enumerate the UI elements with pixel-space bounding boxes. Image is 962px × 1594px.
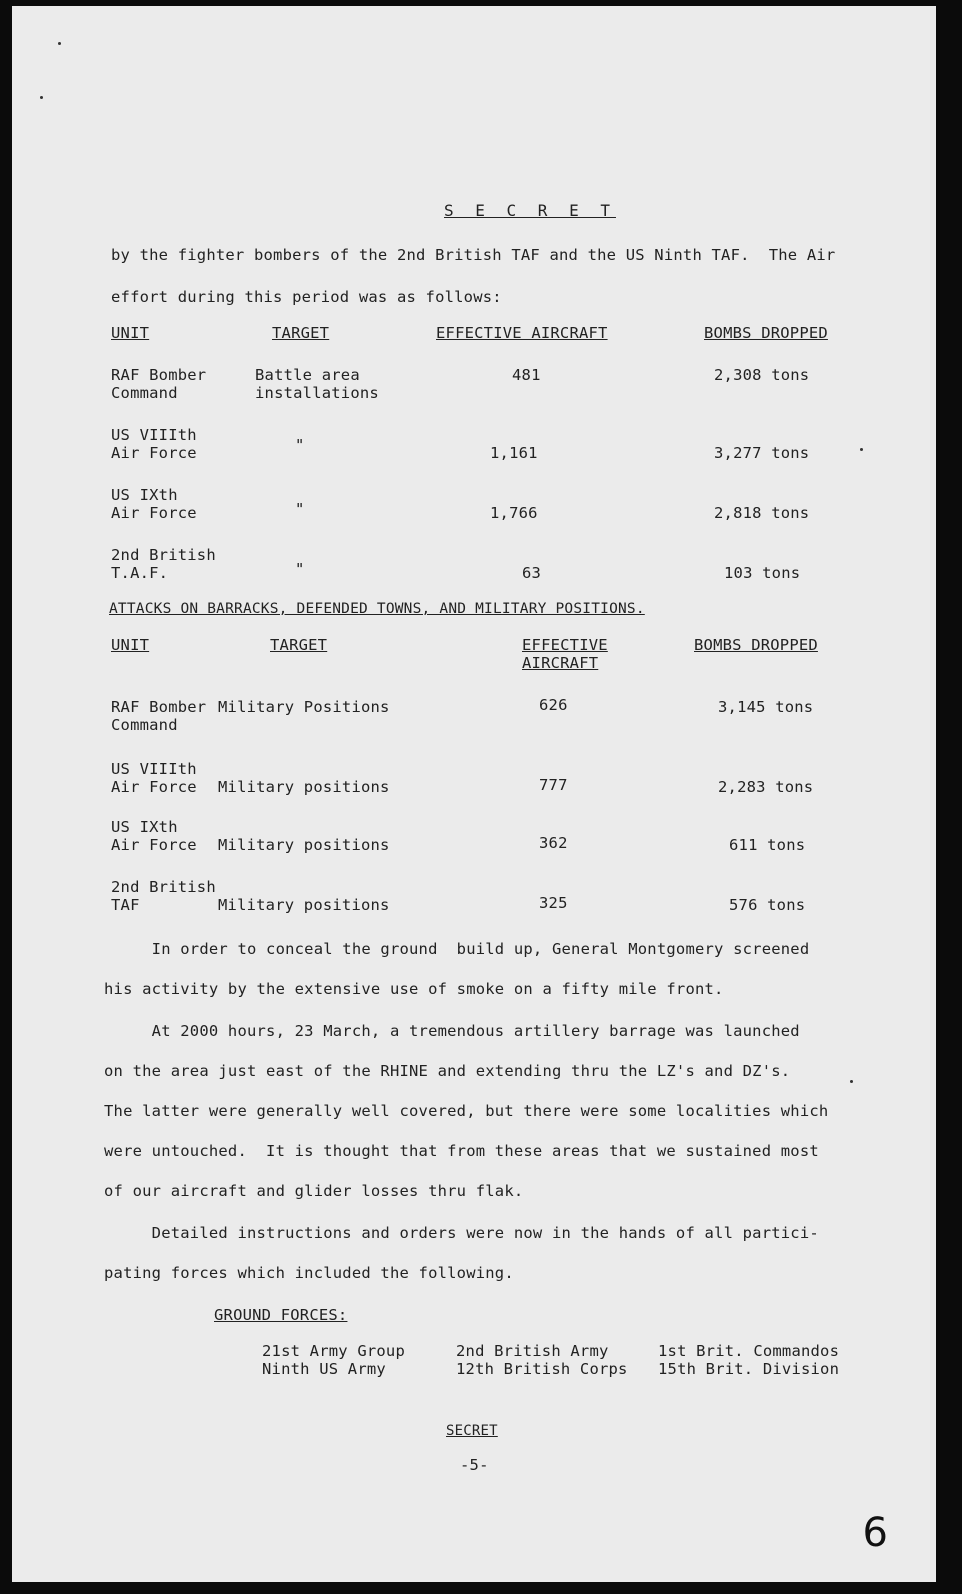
- table1-aircraft: 1,766: [490, 504, 538, 522]
- table2-aircraft: 626: [539, 696, 568, 714]
- paper-speck: [40, 96, 43, 99]
- table2-target: Military positions: [218, 896, 390, 914]
- paper-speck: [58, 42, 61, 45]
- table2-bombs: 576 tons: [729, 896, 806, 914]
- table2-unit-line2: Air Force: [111, 836, 197, 854]
- table2-header-unit: UNIT: [111, 636, 150, 654]
- table1-unit: US VIIIth: [111, 426, 197, 444]
- ground-force-item: 1st Brit. Commandos: [658, 1342, 840, 1360]
- classification-footer: SECRET: [446, 1423, 498, 1439]
- table1-unit-line2: Command: [111, 384, 178, 402]
- table1-aircraft: 63: [522, 564, 542, 582]
- intro-line-2: effort during this period was as follows:: [111, 288, 502, 306]
- table1-bombs: 2,308 tons: [714, 366, 810, 384]
- table2-unit: US VIIIth: [111, 760, 197, 778]
- table2-unit: 2nd British: [111, 878, 216, 896]
- table2-aircraft: 325: [539, 894, 568, 912]
- ground-force-item: 15th Brit. Division: [658, 1360, 840, 1378]
- table1-aircraft: 481: [512, 366, 541, 384]
- ground-force-item: 21st Army Group: [262, 1342, 405, 1360]
- table2-unit: US IXth: [111, 818, 178, 836]
- paragraph-line: were untouched. It is thought that from these areas that we sustained most: [104, 1142, 819, 1160]
- paragraph-line: pating forces which included the following.: [104, 1264, 514, 1282]
- section2-title: ATTACKS ON BARRACKS, DEFENDED TOWNS, AND MILITARY POSITIONS.: [109, 601, 645, 617]
- intro-line-1: by the fighter bombers of the 2nd British TAF and the US Ninth TAF. The Air: [111, 246, 836, 264]
- table1-unit-line2: T.A.F.: [111, 564, 169, 582]
- paragraph-line: The latter were generally well covered, but there were some localities which: [104, 1102, 829, 1120]
- table2-header-bombs: BOMBS DROPPED: [694, 636, 818, 654]
- classification-header: S E C R E T: [444, 201, 616, 220]
- table1-target-line2: installations: [255, 384, 379, 402]
- table1-unit: US IXth: [111, 486, 178, 504]
- table2-header-effective: EFFECTIVE: [522, 636, 608, 654]
- table2-bombs: 611 tons: [729, 836, 806, 854]
- table1-header-target: TARGET: [272, 324, 330, 342]
- table1-target-ditto: ": [295, 500, 305, 518]
- paragraph-line: on the area just east of the RHINE and extending thru the LZ's and DZ's.: [104, 1062, 791, 1080]
- table2-target: Military positions: [218, 778, 390, 796]
- table1-target-ditto: ": [295, 436, 305, 454]
- paper-speck: [860, 448, 863, 451]
- table1-bombs: 3,277 tons: [714, 444, 810, 462]
- table1-bombs: 103 tons: [724, 564, 801, 582]
- ground-force-item: Ninth US Army: [262, 1360, 386, 1378]
- paper-speck: [850, 1080, 853, 1083]
- table1-header-bombs: BOMBS DROPPED: [704, 324, 828, 342]
- table2-unit-line2: TAF: [111, 896, 140, 914]
- table1-header-unit: UNIT: [111, 324, 150, 342]
- table2-target: Military positions: [218, 836, 390, 854]
- table2-header-target: TARGET: [270, 636, 328, 654]
- table1-header-aircraft: EFFECTIVE AIRCRAFT: [436, 324, 608, 342]
- table1-unit: RAF Bomber: [111, 366, 207, 384]
- table2-unit: RAF Bomber: [111, 698, 207, 716]
- table1-bombs: 2,818 tons: [714, 504, 810, 522]
- paragraph-line: Detailed instructions and orders were now in the hands of all partici-: [104, 1224, 819, 1242]
- table1-aircraft: 1,161: [490, 444, 538, 462]
- ground-force-item: 12th British Corps: [456, 1360, 628, 1378]
- table2-unit-line2: Air Force: [111, 778, 197, 796]
- paragraph-line: his activity by the extensive use of smoke on a fifty mile front.: [104, 980, 724, 998]
- table2-aircraft: 777: [539, 776, 568, 794]
- table2-aircraft: 362: [539, 834, 568, 852]
- table1-unit-line2: Air Force: [111, 444, 197, 462]
- table2-target: Military Positions: [218, 698, 390, 716]
- table2-unit-line2: Command: [111, 716, 178, 734]
- table2-bombs: 2,283 tons: [718, 778, 814, 796]
- paragraph-line: of our aircraft and glider losses thru flak.: [104, 1182, 524, 1200]
- document-page: [12, 6, 936, 1582]
- ground-forces-title: GROUND FORCES:: [214, 1306, 348, 1324]
- table1-target-ditto: ": [295, 560, 305, 578]
- ground-force-item: 2nd British Army: [456, 1342, 609, 1360]
- handwritten-page-number: 6: [862, 1510, 888, 1556]
- table1-unit: 2nd British: [111, 546, 216, 564]
- table2-bombs: 3,145 tons: [718, 698, 814, 716]
- table1-target: Battle area: [255, 366, 360, 384]
- paragraph-line: At 2000 hours, 23 March, a tremendous artillery barrage was launched: [104, 1022, 800, 1040]
- table1-unit-line2: Air Force: [111, 504, 197, 522]
- table2-header-aircraft: AIRCRAFT: [522, 654, 599, 672]
- paragraph-line: In order to conceal the ground build up, General Montgomery screened: [104, 940, 810, 958]
- page-number: -5-: [460, 1456, 489, 1474]
